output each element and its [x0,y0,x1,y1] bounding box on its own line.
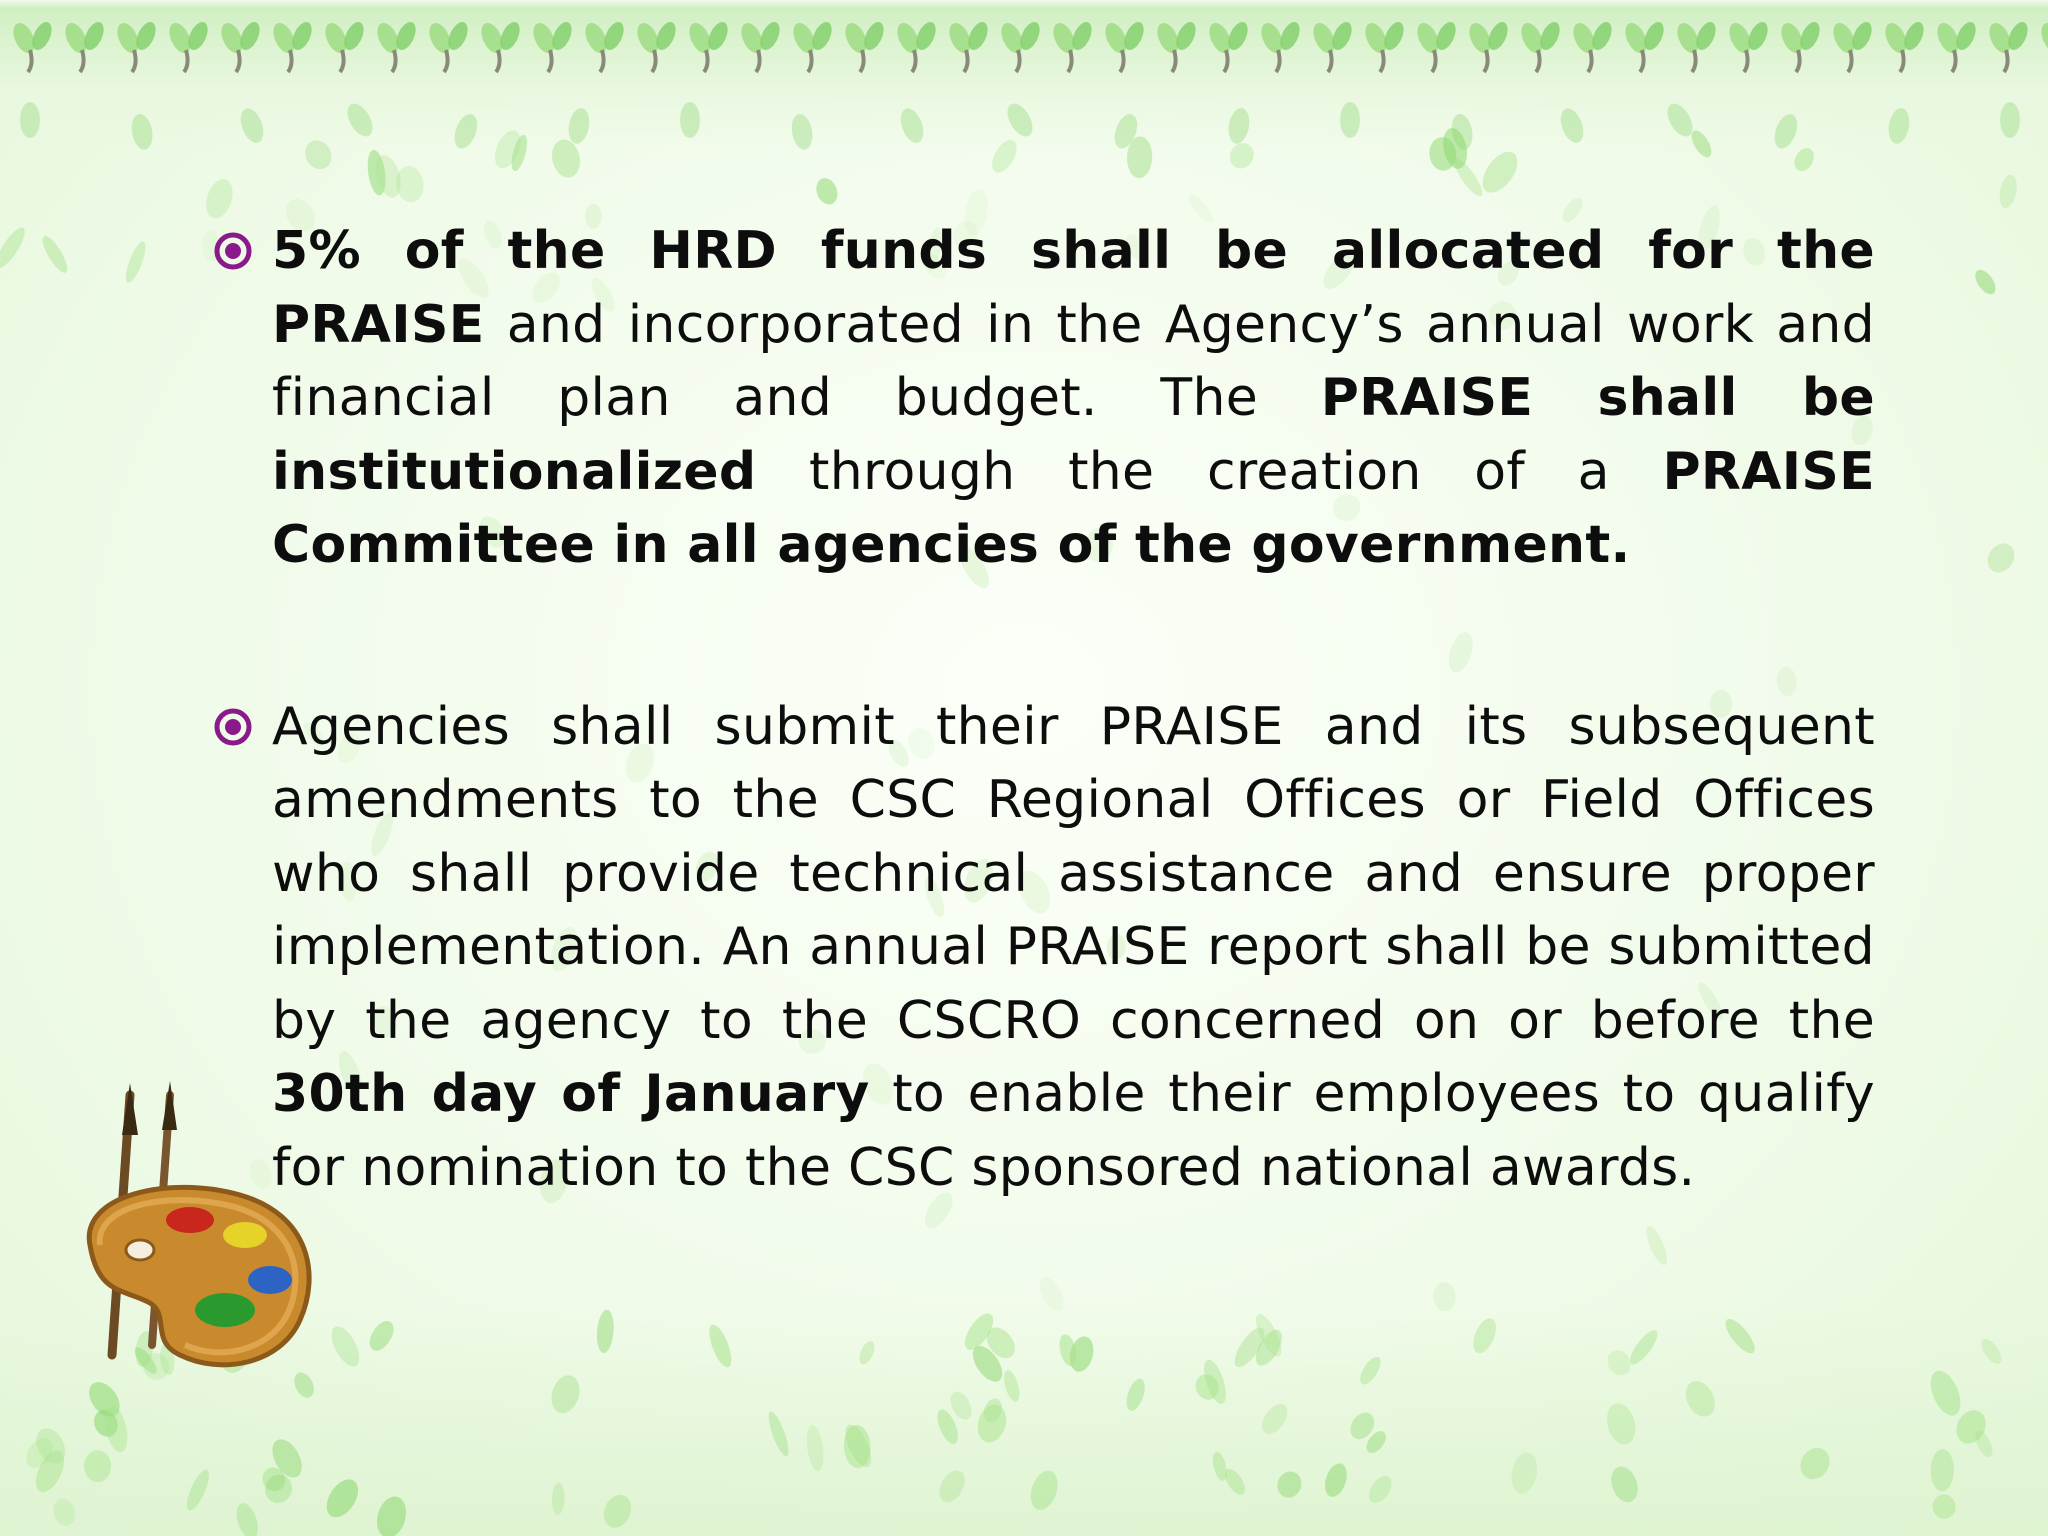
leaf-icon [1971,266,1999,298]
leaf-icon [0,224,30,272]
leaf-icon [50,1496,79,1529]
leaf-icon [856,1339,877,1367]
leaf-icon [1642,1224,1671,1268]
leaf-icon [1930,1449,1954,1492]
leaf-icon [1508,1450,1540,1496]
leaf-icon [987,136,1022,177]
leaf-icon [1997,173,2019,209]
leaf-icon [548,137,583,181]
leaf-icon [1035,1273,1069,1314]
text-run: Agencies shall submit their PRAISE and its subsequent amendments to the CSC Regional Offices or Field Offices who shall provide technical assistance and ensure proper implementation. An annual PRAISE report shall be submitted by the agency to the CSCRO concerned on or before the [272,696,1875,1051]
slide-content [210,215,1875,1205]
bold-text-run: PRAISE Committee in all agencies of the government. [272,441,1875,575]
leaf-icon [1123,1376,1148,1413]
leaf-icon [1680,1376,1721,1421]
bold-text-run: 30th day of January [272,1064,870,1124]
leaf-icon [1603,1400,1640,1448]
bullet-item-2 [210,691,1875,1206]
leaf-icon [1476,146,1525,199]
leaf-icon [1257,1399,1293,1438]
leaf-icon [84,1450,111,1482]
leaf-icon [1925,1366,1967,1420]
leaf-icon [705,1322,736,1370]
leaf-icon [765,1410,792,1459]
leaf-icon [804,1424,826,1472]
bullet-text-1 [272,215,1875,583]
leaf-icon [372,1493,410,1536]
leaf-icon [1356,1354,1385,1388]
leaf-icon [595,1309,615,1354]
leaf-icon [320,1474,364,1523]
leaf-icon [1982,538,2020,577]
circle-bullet-icon [213,231,253,271]
leaf-icon [1688,127,1716,160]
text-run: and incorporated in the Agency’s annual work and financial plan and budget. The [272,294,1875,428]
leaf-icon [1001,1368,1022,1403]
leaf-icon [1721,1315,1760,1358]
leaf-icon [813,175,841,208]
leaf-icon [1469,1315,1501,1357]
leaf-icon [1364,1472,1396,1507]
leaf-icon [38,233,71,276]
leaf-icon [934,1466,970,1507]
bold-text-run: 5% of the HRD funds shall be allocated for the PRAISE [272,221,1875,355]
leaf-icon [1930,1492,1958,1521]
leaf-icon [1794,1442,1835,1485]
text-run: to enable their employees to qualify for nomination to the CSC sponsored national awards. [272,1064,1875,1198]
bullet-item-1 [210,215,1875,583]
leaf-icon [1026,1467,1063,1513]
leaf-icon [365,1317,399,1355]
leaf-icon [1978,1336,2006,1367]
bold-text-run: PRAISE shall be institutionalized [272,368,1875,502]
leaf-icon [1321,1461,1351,1500]
leaf-icon [599,1491,636,1532]
circle-bullet-icon [213,707,253,747]
leaf-icon [1626,1326,1662,1368]
leaf-icon [547,1372,584,1417]
leaf-icon [1603,1346,1635,1380]
leaf-icon [1433,1281,1457,1312]
leaf-icon [1273,1468,1305,1502]
text-run: through the creation of a [756,441,1663,502]
leaf-icon [122,239,149,285]
leaf-icon [300,136,336,174]
leaf-icon [551,1482,565,1515]
leaf-icon [1607,1463,1643,1506]
bullet-text-2 [272,691,1875,1206]
leaf-icon [233,1501,262,1536]
leaf-icon [1225,139,1258,173]
leaf-icon [1126,136,1153,179]
leaf-icon [183,1467,214,1513]
leaf-icon [1790,145,1817,175]
leaf-icon [973,1401,1011,1446]
